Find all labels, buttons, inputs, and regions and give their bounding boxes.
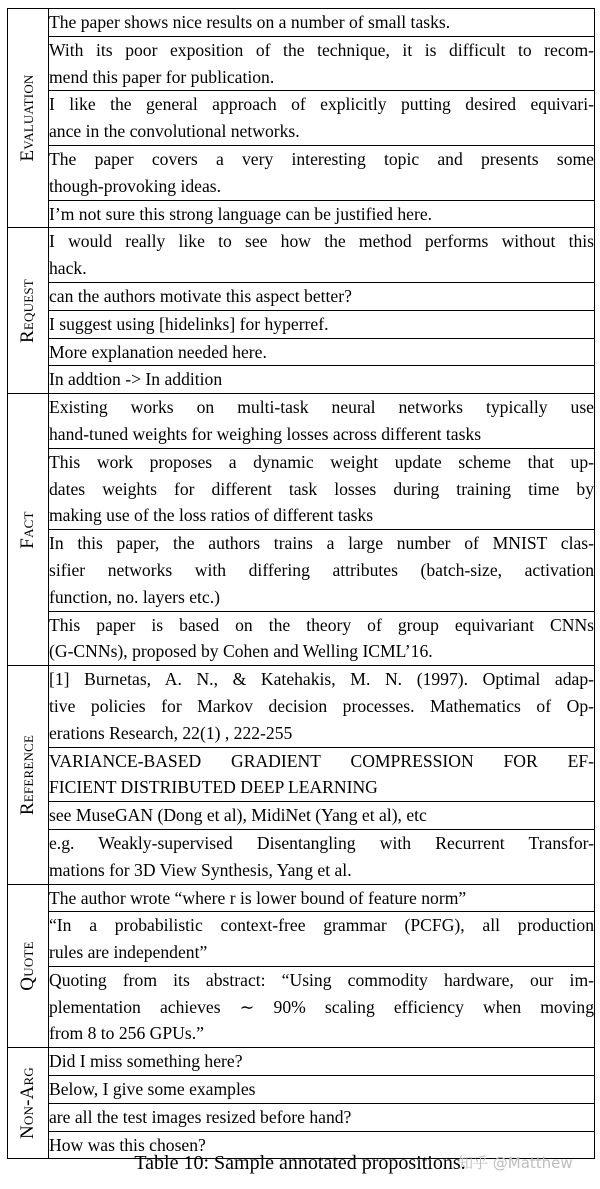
proposition-line: erations Research, 22(1) , 222-255 <box>49 722 293 743</box>
proposition-line: making use of the loss ratios of different tasks <box>49 505 374 526</box>
watermark: 知乎 @Matthew <box>458 1154 573 1172</box>
table-row <box>8 310 595 338</box>
proposition-line: FICIENT DISTRIBUTED DEEP LEARNING <box>49 777 378 798</box>
table-row <box>8 530 595 611</box>
proposition-line: see MuseGAN (Dong et al), MidiNet (Yang et al), etc <box>49 805 427 826</box>
proposition-line: mations for 3D View Synthesis, Yang et al. <box>49 859 352 880</box>
category-label: Quote <box>17 941 38 991</box>
proposition-line: Quoting from its abstract: “Using commodity hardware, our im- <box>49 969 594 990</box>
category-cell <box>8 394 49 666</box>
table-row <box>8 36 595 91</box>
proposition-cell <box>49 145 595 200</box>
proposition-line: from 8 to 256 GPUs.” <box>49 1023 204 1044</box>
table-row <box>8 91 595 146</box>
category-label: Reference <box>17 734 38 815</box>
proposition-line: This paper is based on the theory of group equivariant CNNs <box>49 614 594 635</box>
proposition-cell <box>49 282 595 310</box>
proposition-cell <box>49 802 595 830</box>
proposition-cell <box>49 448 595 529</box>
table-row <box>8 448 595 529</box>
table-row <box>8 338 595 366</box>
proposition-line: hack. <box>49 258 87 279</box>
table-row <box>8 200 595 228</box>
proposition-line: e.g. Weakly-supervised Disentangling with Recurrent Transfor- <box>49 832 594 853</box>
proposition-line: ance in the convolutional networks. <box>49 121 300 142</box>
proposition-cell <box>49 366 595 394</box>
table-row <box>8 1103 595 1131</box>
proposition-cell <box>49 9 595 37</box>
proposition-line: VARIANCE-BASED GRADIENT COMPRESSION FOR EF- <box>49 750 594 771</box>
category-cell <box>8 884 49 1048</box>
proposition-line: Below, I give some examples <box>49 1079 256 1100</box>
proposition-line: In this paper, the authors trains a large number of MNIST clas- <box>49 533 594 554</box>
proposition-cell <box>49 91 595 146</box>
propositions-table <box>7 8 595 1159</box>
proposition-line: The paper shows nice results on a number of small tasks. <box>49 12 451 32</box>
proposition-line: mend this paper for publication. <box>49 66 275 87</box>
proposition-line: I like the general approach of explicitly putting desired equivari- <box>49 94 594 115</box>
table-row <box>8 145 595 200</box>
proposition-cell <box>49 884 595 912</box>
category-label: Request <box>17 278 38 343</box>
proposition-line: plementation achieves ∼ 90% scaling efficiency when moving <box>49 996 594 1017</box>
proposition-line: I would really like to see how the method performs without this <box>49 231 594 252</box>
proposition-cell <box>49 966 595 1047</box>
proposition-cell <box>49 1103 595 1131</box>
category-cell <box>8 228 49 394</box>
proposition-line: This work proposes a dynamic weight update scheme that up- <box>49 451 594 472</box>
table-row <box>8 611 595 666</box>
table-row <box>8 282 595 310</box>
proposition-cell <box>49 228 595 283</box>
proposition-line: though-provoking ideas. <box>49 175 222 196</box>
proposition-cell <box>49 611 595 666</box>
table-row <box>8 912 595 967</box>
proposition-cell <box>49 912 595 967</box>
proposition-cell <box>49 1048 595 1076</box>
proposition-line: Did I miss something here? <box>49 1051 243 1072</box>
table-row <box>8 9 595 37</box>
proposition-cell <box>49 1076 595 1104</box>
proposition-cell <box>49 394 595 449</box>
proposition-line: tive policies for Markov decision processes. Mathematics of Op- <box>49 695 594 716</box>
proposition-line: More explanation needed here. <box>49 341 267 362</box>
table-row <box>8 802 595 830</box>
proposition-cell <box>49 310 595 338</box>
proposition-cell <box>49 666 595 747</box>
category-label: Evaluation <box>17 74 38 162</box>
proposition-cell <box>49 829 595 884</box>
proposition-line: rules are independent” <box>49 942 208 963</box>
table-row <box>8 228 595 283</box>
proposition-line: [1] Burnetas, A. N., & Katehakis, M. N. (1997). Optimal adap- <box>49 669 594 690</box>
table-caption: Table 10: Sample annotated propositions. <box>134 1152 466 1174</box>
proposition-cell <box>49 338 595 366</box>
proposition-line: The paper covers a very interesting topic and presents some <box>49 148 594 169</box>
proposition-line: How was this chosen? <box>49 1134 206 1155</box>
proposition-line: hand-tuned weights for weighing losses across different tasks <box>49 423 482 444</box>
proposition-line: I’m not sure this strong language can be justified here. <box>49 203 433 224</box>
table-row <box>8 1076 595 1104</box>
table-row <box>8 829 595 884</box>
proposition-line: Existing works on multi-task neural networks typically use <box>49 397 594 418</box>
proposition-cell <box>49 530 595 611</box>
proposition-line: In addtion -> In addition <box>49 369 223 390</box>
category-label: Fact <box>17 510 38 549</box>
proposition-cell <box>49 747 595 802</box>
proposition-line: (G-CNNs), proposed by Cohen and Welling ICML’16. <box>49 641 433 662</box>
table-row <box>8 747 595 802</box>
table-row <box>8 366 595 394</box>
proposition-line: dates weights for different task losses during training time by <box>49 478 594 499</box>
proposition-line: can the authors motivate this aspect better? <box>49 285 352 306</box>
proposition-line: With its poor exposition of the technique, it is difficult to recom- <box>49 39 594 60</box>
table-row <box>8 884 595 912</box>
proposition-line: sifier networks with differing attributes (batch-size, activation <box>49 559 594 580</box>
proposition-cell <box>49 200 595 228</box>
proposition-cell <box>49 36 595 91</box>
category-cell <box>8 1048 49 1159</box>
table-row <box>8 666 595 747</box>
category-cell <box>8 9 49 228</box>
category-label: Non-Arg <box>17 1067 38 1140</box>
table-row <box>8 966 595 1047</box>
proposition-line: The author wrote “where r is lower bound of feature norm” <box>49 887 467 908</box>
table-row <box>8 394 595 449</box>
proposition-line: “In a probabilistic context-free grammar (PCFG), all production <box>49 915 594 936</box>
proposition-line: I suggest using [hidelinks] for hyperref. <box>49 313 329 334</box>
proposition-line: are all the test images resized before hand? <box>49 1106 352 1127</box>
proposition-line: function, no. layers etc.) <box>49 586 220 607</box>
table-row <box>8 1048 595 1076</box>
category-cell <box>8 666 49 884</box>
